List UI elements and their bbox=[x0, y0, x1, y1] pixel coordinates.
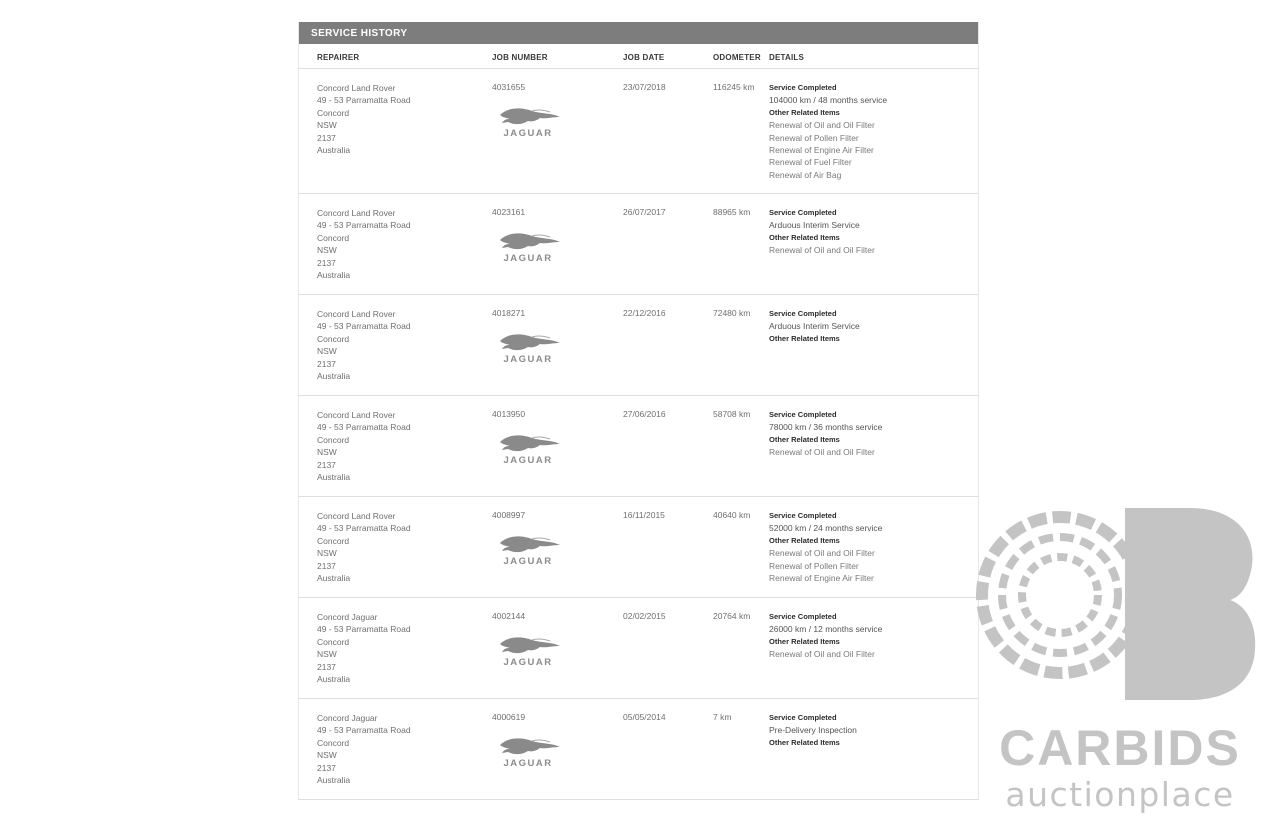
repairer-cell bbox=[317, 308, 411, 382]
repairer-line: 2137 bbox=[317, 257, 336, 268]
repairer-line: Concord bbox=[317, 107, 350, 118]
odometer-reading: 116245 km bbox=[713, 82, 755, 92]
repairer-line: Concord bbox=[317, 232, 350, 243]
job-date: 16/11/2015 bbox=[623, 510, 665, 520]
repairer-line: 2137 bbox=[317, 132, 336, 143]
repairer-line: NSW bbox=[317, 548, 337, 559]
repairer-line: 2137 bbox=[317, 762, 336, 773]
details-head: Other Related Items bbox=[769, 737, 840, 747]
details-item: Renewal of Oil and Oil Filter bbox=[769, 447, 875, 458]
details-head: Other Related Items bbox=[769, 535, 840, 545]
repairer-line: Australia bbox=[317, 573, 351, 584]
details-head: Service Completed bbox=[769, 410, 837, 419]
repairer-line: NSW bbox=[317, 120, 337, 131]
details-head: Other Related Items bbox=[769, 107, 840, 117]
brand-logo-text: JAGUAR bbox=[503, 455, 553, 466]
jaguar-logo-icon bbox=[492, 103, 564, 139]
brand-logo-text: JAGUAR bbox=[503, 354, 553, 365]
job-date: 22/12/2016 bbox=[623, 308, 666, 318]
jaguar-logo-icon bbox=[492, 531, 564, 567]
odometer-reading: 20764 km bbox=[713, 611, 751, 621]
job-number-cell bbox=[492, 712, 553, 769]
brand-logo-text: JAGUAR bbox=[503, 657, 553, 668]
details-cell bbox=[769, 712, 857, 749]
table-row bbox=[299, 598, 978, 699]
repairer-line: Concord Land Rover bbox=[317, 83, 396, 93]
details-desc: 78000 km / 36 months service bbox=[769, 422, 883, 433]
job-date: 26/07/2017 bbox=[623, 207, 666, 217]
repairer-line: 49 - 53 Parramatta Road bbox=[317, 725, 411, 736]
col-header-odometer: ODOMETER bbox=[713, 53, 761, 62]
repairer-line: Concord Jaguar bbox=[317, 612, 378, 622]
repairer-line: Concord bbox=[317, 434, 350, 445]
job-number-cell bbox=[492, 207, 553, 264]
repairer-line: Concord Land Rover bbox=[317, 410, 396, 420]
brand-logo-text: JAGUAR bbox=[503, 253, 553, 264]
repairer-line: Concord bbox=[317, 636, 350, 647]
repairer-line: Concord Land Rover bbox=[317, 309, 396, 319]
job-number: 4000619 bbox=[492, 712, 526, 722]
details-cell bbox=[769, 611, 882, 661]
carbids-logo-mark bbox=[982, 508, 1255, 700]
details-desc: Arduous Interim Service bbox=[769, 321, 860, 332]
job-number-cell bbox=[492, 611, 553, 668]
table-row bbox=[299, 194, 978, 295]
job-date: 02/02/2015 bbox=[623, 611, 666, 621]
jaguar-logo-icon bbox=[492, 329, 564, 365]
job-number-cell bbox=[492, 82, 553, 139]
repairer-line: 2137 bbox=[317, 358, 336, 369]
brand-logo-text: JAGUAR bbox=[503, 128, 553, 139]
odometer-reading: 7 km bbox=[713, 712, 732, 722]
details-item: Renewal of Oil and Oil Filter bbox=[769, 548, 875, 559]
job-number-cell bbox=[492, 510, 553, 567]
b-letter-shape bbox=[1125, 508, 1255, 700]
details-cell bbox=[769, 207, 875, 257]
details-item: Renewal of Oil and Oil Filter bbox=[769, 649, 875, 660]
repairer-line: Australia bbox=[317, 674, 351, 685]
details-item: Renewal of Pollen Filter bbox=[769, 132, 859, 143]
details-head: Service Completed bbox=[769, 612, 837, 621]
repairer-line: 2137 bbox=[317, 560, 336, 571]
repairer-cell bbox=[317, 82, 411, 156]
odometer-reading: 72480 km bbox=[713, 308, 751, 318]
table-row bbox=[299, 497, 978, 598]
service-history-panel bbox=[298, 22, 979, 800]
col-header-repairer: REPAIRER bbox=[317, 53, 360, 62]
repairer-cell bbox=[317, 207, 411, 281]
repairer-line: 49 - 53 Parramatta Road bbox=[317, 95, 411, 106]
repairer-line: Concord bbox=[317, 333, 350, 344]
details-item: Renewal of Oil and Oil Filter bbox=[769, 245, 875, 256]
details-head: Other Related Items bbox=[769, 232, 840, 242]
job-number: 4013950 bbox=[492, 409, 526, 419]
repairer-line: NSW bbox=[317, 346, 337, 357]
repairer-line: Australia bbox=[317, 145, 351, 156]
repairer-line: Concord bbox=[317, 535, 350, 546]
carbids-watermark bbox=[975, 500, 1265, 820]
jaguar-logo-icon bbox=[492, 430, 564, 466]
repairer-line: Concord Jaguar bbox=[317, 713, 378, 723]
details-head: Service Completed bbox=[769, 208, 837, 217]
repairer-line: 49 - 53 Parramatta Road bbox=[317, 624, 411, 635]
job-number-cell bbox=[492, 308, 553, 365]
panel-title: SERVICE HISTORY bbox=[299, 22, 978, 44]
table-row bbox=[299, 295, 978, 396]
watermark-tagline: auctionplace bbox=[1005, 775, 1235, 814]
details-head: Service Completed bbox=[769, 309, 837, 318]
job-number: 4023161 bbox=[492, 207, 526, 217]
repairer-cell bbox=[317, 409, 411, 483]
job-date: 05/05/2014 bbox=[623, 712, 666, 722]
details-item: Renewal of Oil and Oil Filter bbox=[769, 120, 875, 131]
details-item: Renewal of Fuel Filter bbox=[769, 157, 852, 168]
details-head: Service Completed bbox=[769, 83, 837, 92]
brand-logo-text: JAGUAR bbox=[503, 556, 553, 567]
repairer-line: Australia bbox=[317, 371, 351, 382]
col-header-job-number: JOB NUMBER bbox=[492, 53, 548, 62]
repairer-line: Australia bbox=[317, 270, 351, 281]
table-row bbox=[299, 699, 978, 800]
job-number: 4018271 bbox=[492, 308, 526, 318]
details-cell bbox=[769, 409, 882, 459]
watermark-brand: CARBIDS bbox=[999, 720, 1241, 776]
repairer-line: 2137 bbox=[317, 459, 336, 470]
repairer-line: 49 - 53 Parramatta Road bbox=[317, 220, 411, 231]
repairer-line: Australia bbox=[317, 775, 351, 786]
job-date: 23/07/2018 bbox=[623, 82, 666, 92]
details-desc: Pre-Delivery Inspection bbox=[769, 725, 857, 736]
details-head: Other Related Items bbox=[769, 333, 840, 343]
details-desc: Arduous Interim Service bbox=[769, 220, 860, 231]
job-number: 4008997 bbox=[492, 510, 526, 520]
details-head: Other Related Items bbox=[769, 636, 840, 646]
repairer-line: 2137 bbox=[317, 661, 336, 672]
service-rows bbox=[299, 69, 978, 800]
table-row bbox=[299, 69, 978, 194]
repairer-cell bbox=[317, 510, 411, 584]
repairer-line: NSW bbox=[317, 750, 337, 761]
details-item: Renewal of Engine Air Filter bbox=[769, 145, 874, 156]
details-head: Service Completed bbox=[769, 511, 837, 520]
repairer-cell bbox=[317, 611, 411, 685]
repairer-line: Australia bbox=[317, 472, 351, 483]
repairer-line: Concord Land Rover bbox=[317, 511, 396, 521]
job-number: 4002144 bbox=[492, 611, 526, 621]
col-header-details: DETAILS bbox=[769, 53, 805, 62]
repairer-line: 49 - 53 Parramatta Road bbox=[317, 523, 411, 534]
repairer-line: NSW bbox=[317, 245, 337, 256]
odometer-reading: 58708 km bbox=[713, 409, 751, 419]
details-item: Renewal of Engine Air Filter bbox=[769, 573, 874, 584]
job-date: 27/06/2016 bbox=[623, 409, 666, 419]
odometer-reading: 40640 km bbox=[713, 510, 751, 520]
repairer-line: Concord Land Rover bbox=[317, 208, 396, 218]
odometer-reading: 88965 km bbox=[713, 207, 751, 217]
job-number: 4031655 bbox=[492, 82, 526, 92]
table-header bbox=[299, 44, 978, 69]
repairer-cell bbox=[317, 712, 411, 786]
table-row bbox=[299, 396, 978, 497]
repairer-line: 49 - 53 Parramatta Road bbox=[317, 321, 411, 332]
details-desc: 52000 km / 24 months service bbox=[769, 523, 883, 534]
brand-logo-text: JAGUAR bbox=[503, 758, 553, 769]
col-header-job-date: JOB DATE bbox=[623, 53, 665, 62]
repairer-line: NSW bbox=[317, 649, 337, 660]
jaguar-logo-icon bbox=[492, 228, 564, 264]
repairer-line: NSW bbox=[317, 447, 337, 458]
repairer-line: Concord bbox=[317, 737, 350, 748]
details-desc: 104000 km / 48 months service bbox=[769, 95, 888, 106]
jaguar-logo-icon bbox=[492, 632, 564, 668]
details-head: Service Completed bbox=[769, 713, 837, 722]
details-cell bbox=[769, 308, 860, 345]
details-cell bbox=[769, 510, 882, 584]
details-desc: 26000 km / 12 months service bbox=[769, 624, 883, 635]
details-item: Renewal of Pollen Filter bbox=[769, 560, 859, 571]
job-number-cell bbox=[492, 409, 553, 466]
repairer-line: 49 - 53 Parramatta Road bbox=[317, 422, 411, 433]
details-cell bbox=[769, 82, 887, 181]
details-head: Other Related Items bbox=[769, 434, 840, 444]
jaguar-logo-icon bbox=[492, 733, 564, 769]
details-item: Renewal of Air Bag bbox=[769, 169, 842, 180]
